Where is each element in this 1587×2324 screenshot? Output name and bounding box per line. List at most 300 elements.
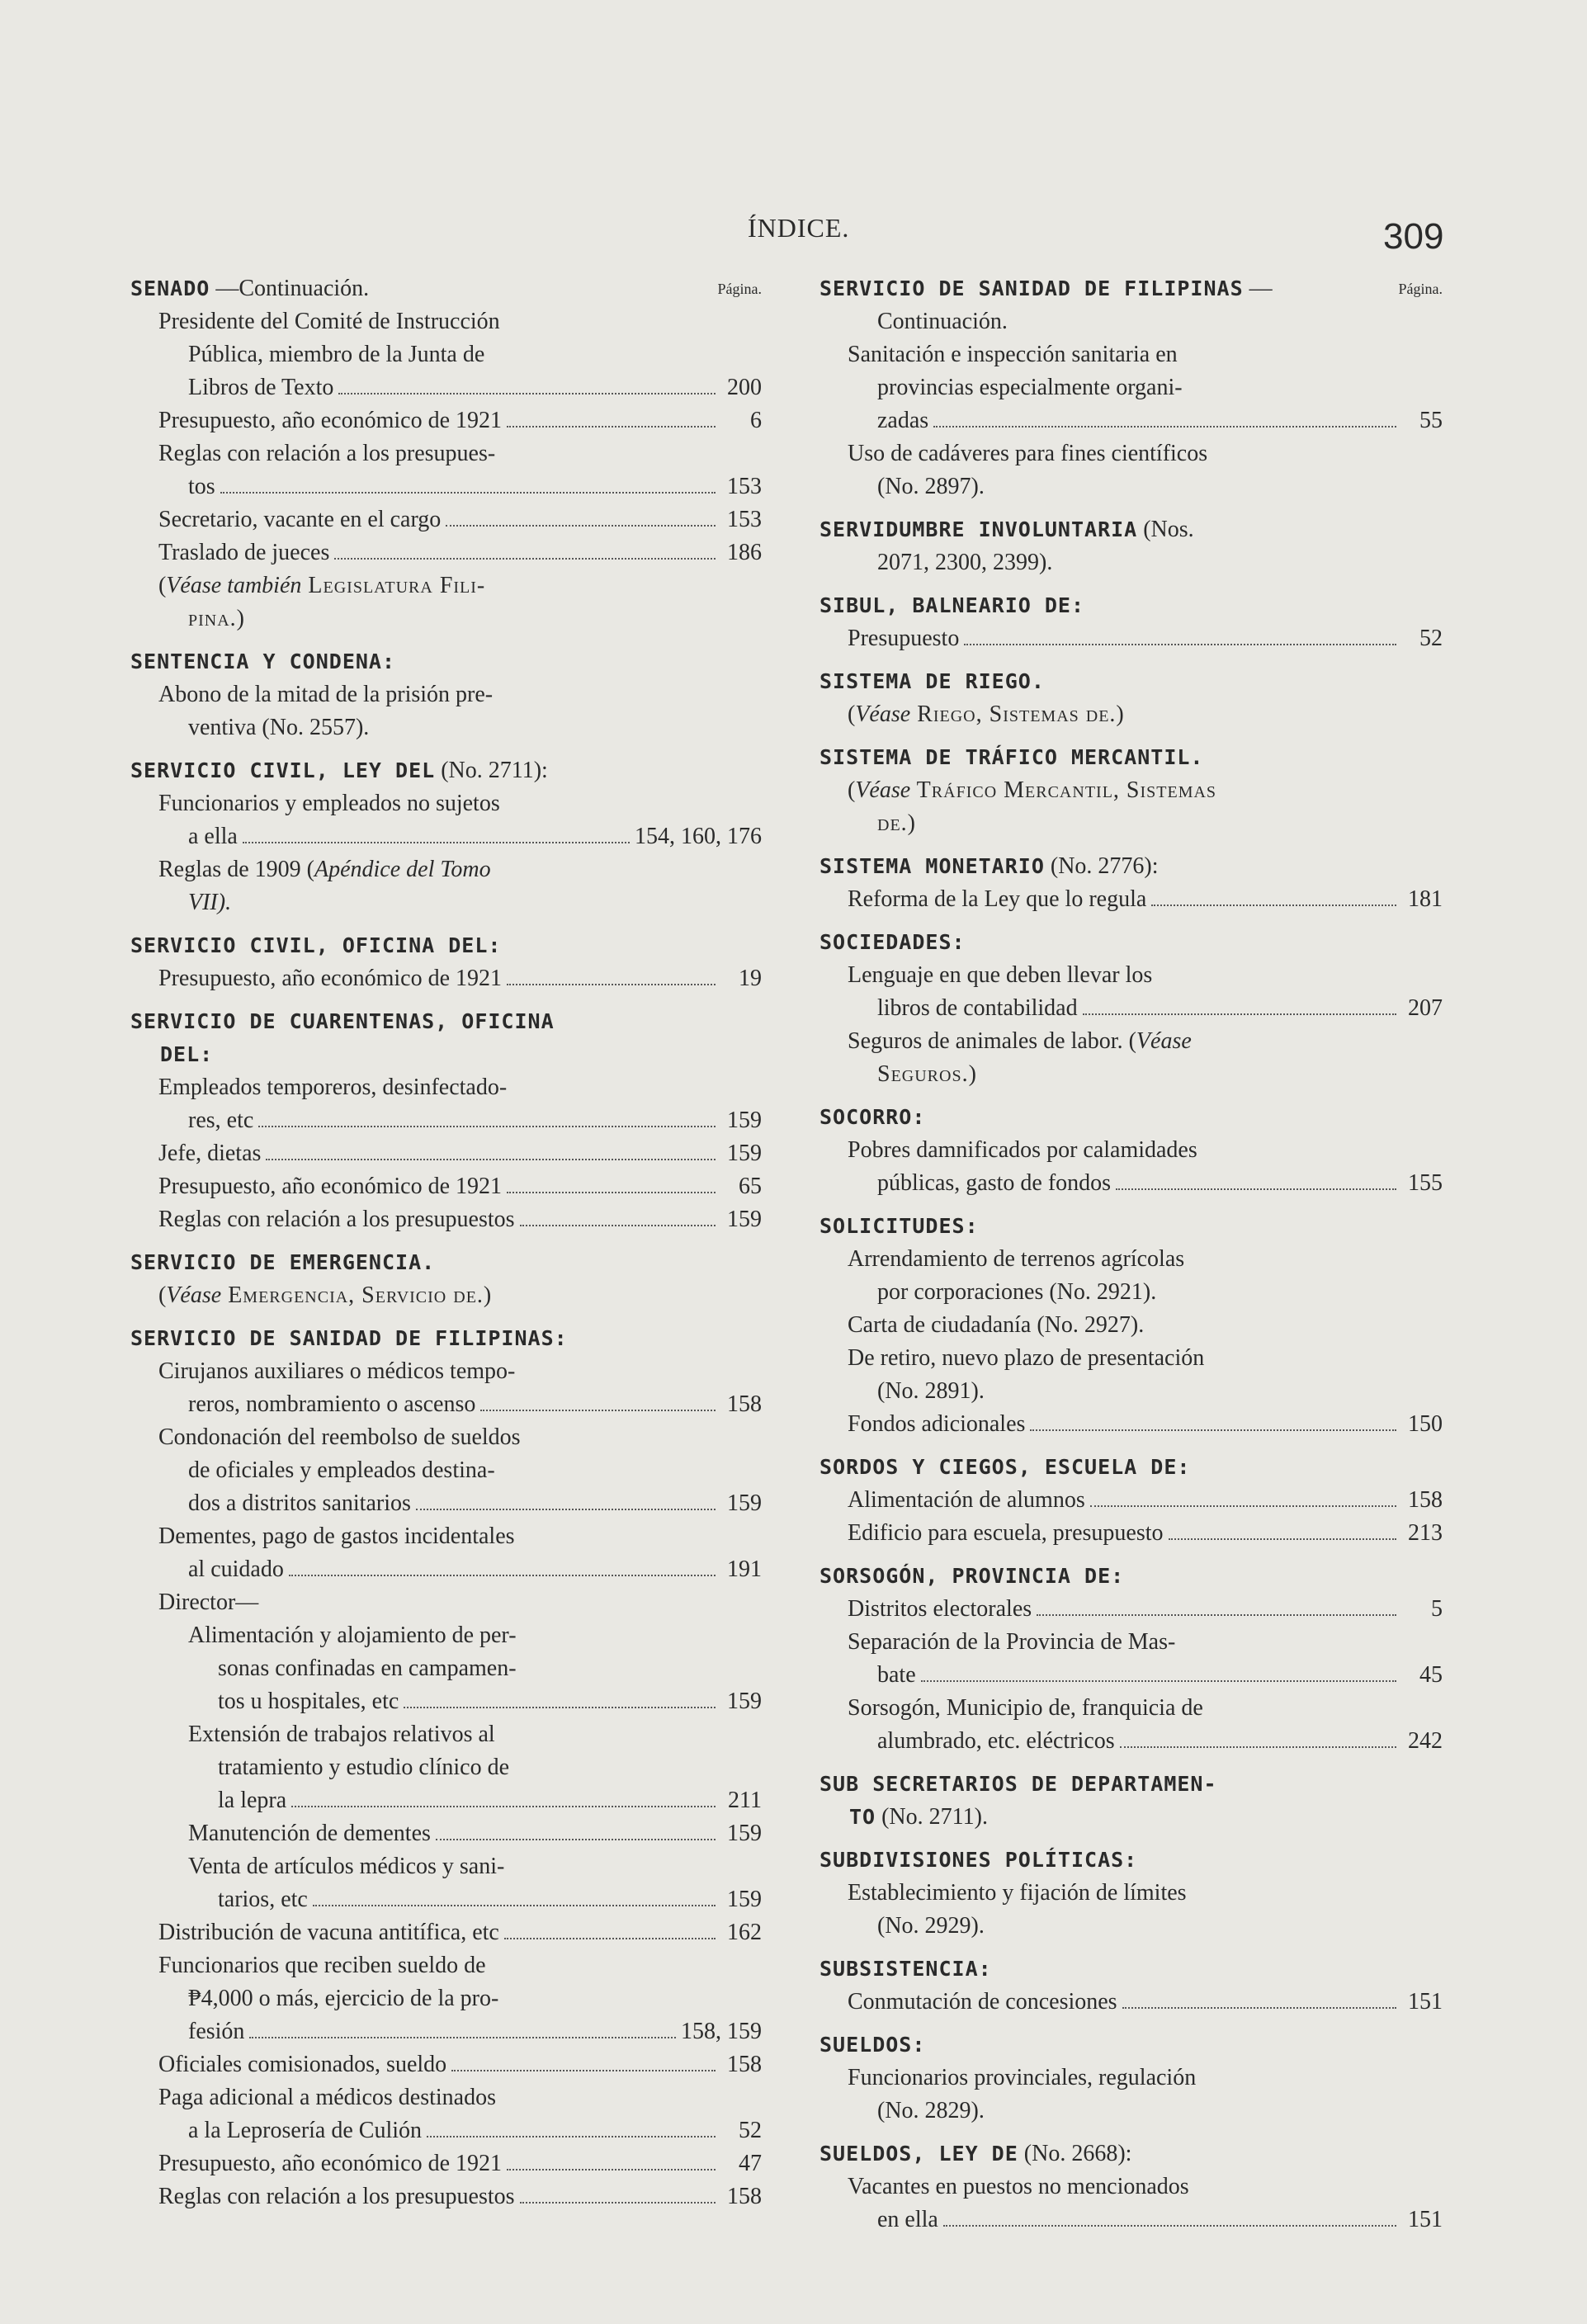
page-reference: 150 <box>1408 1411 1443 1437</box>
entry-text: Distritos electorales <box>848 1596 1032 1622</box>
see-italic: Apéndice del Tomo <box>314 857 491 882</box>
index-entry <box>819 338 1443 437</box>
entry-text: Secretario, vacante en el cargo <box>158 507 442 532</box>
page-number: 309 <box>1383 216 1444 257</box>
index-entry <box>130 1586 762 1619</box>
see-reference-continued <box>130 886 762 919</box>
index-entry <box>130 404 762 437</box>
index-heading <box>819 2137 1443 2170</box>
entry-line: Empleados temporeros, desinfectado- <box>158 1075 508 1100</box>
page-reference: 52 <box>1419 626 1443 651</box>
index-heading <box>819 1560 1443 1593</box>
see-prefix: ( <box>848 777 856 803</box>
heading-text: SERVICIO DE EMERGENCIA. <box>130 1250 436 1274</box>
dot-leader <box>249 2037 676 2038</box>
index-entry <box>130 1520 762 1586</box>
page-reference: 19 <box>739 966 762 991</box>
heading-text: SORSOGÓN, PROVINCIA DE: <box>819 1564 1125 1588</box>
see-reference <box>819 1025 1443 1058</box>
index-entry <box>819 305 1443 338</box>
index-entry <box>130 1203 762 1236</box>
entry-line-with-page <box>819 1484 1443 1517</box>
index-entry <box>130 1071 762 1137</box>
index-entry <box>130 1817 762 1850</box>
entry-line-with-page <box>819 1408 1443 1441</box>
see-prefix: ( <box>848 701 856 727</box>
page-reference: 6 <box>750 408 762 433</box>
see-prefix: ( <box>158 1282 167 1308</box>
entry-line-with-page <box>819 1593 1443 1626</box>
entry-text: Reglas con relación a los presupuestos <box>158 1207 515 1232</box>
entry-text: tos u hospitales, etc <box>218 1689 399 1714</box>
dot-leader <box>220 492 716 494</box>
entry-line-with-page <box>130 2114 762 2147</box>
entry-line: ₱4,000 o más, ejercicio de la pro- <box>188 1986 499 2011</box>
entry-line: Funcionarios y empleados no sujetos <box>158 791 500 816</box>
heading-text: SISTEMA MONETARIO <box>819 854 1045 878</box>
heading-text: SERVICIO DE CUARENTENAS, OFICINA <box>130 1009 555 1033</box>
page-reference: 52 <box>739 2118 762 2143</box>
see-reference-continued <box>819 1058 1443 1091</box>
page-reference: 65 <box>739 1174 762 1199</box>
dot-leader <box>266 1159 716 1160</box>
page-reference: 151 <box>1408 1989 1443 2015</box>
entry-line: Director— <box>158 1589 259 1615</box>
index-entry <box>130 1916 762 1949</box>
entry-text: Edificio para escuela, presupuesto <box>848 1520 1164 1546</box>
entry-text: Distribución de vacuna antitífica, etc <box>158 1920 499 1945</box>
entry-line-with-page <box>819 1167 1443 1200</box>
entry-line: Alimentación y alojamiento de per- <box>188 1623 517 1648</box>
dot-leader <box>520 1225 716 1226</box>
heading-continuation: 2071, 2300, 2399). <box>877 550 1053 575</box>
index-heading <box>819 272 1443 305</box>
dot-leader <box>507 2169 716 2170</box>
entry-line: Establecimiento y fijación de límites <box>848 1880 1187 1906</box>
entry-text: Presupuesto, año económico de 1921 <box>158 408 503 433</box>
page-column-label: Página. <box>1398 281 1443 297</box>
page-reference: 200 <box>727 375 762 400</box>
entry-line-with-page <box>130 1916 762 1949</box>
dot-leader <box>964 644 1396 645</box>
index-entry <box>130 305 762 404</box>
dot-leader <box>480 1410 716 1411</box>
page-reference: 159 <box>727 1141 762 1166</box>
heading-suffix: —Continuación. <box>210 276 370 301</box>
entry-line: Funcionarios provinciales, regulación <box>848 2065 1197 2090</box>
entry-text: Oficiales comisionados, sueldo <box>158 2052 447 2077</box>
entry-line-with-page <box>130 1137 762 1170</box>
dot-leader <box>1030 1429 1396 1431</box>
entry-line-with-page <box>819 622 1443 655</box>
index-heading <box>819 1101 1443 1134</box>
index-entry <box>130 1137 762 1170</box>
entry-text: bate <box>877 1662 916 1688</box>
see-reference <box>130 569 762 602</box>
page-reference: 159 <box>727 1689 762 1714</box>
index-entry <box>819 622 1443 655</box>
entry-text: Conmutación de concesiones <box>848 1989 1117 2015</box>
see-prefix: Reglas de 1909 ( <box>158 857 314 882</box>
index-entry <box>819 1243 1443 1309</box>
entry-line: Pobres damnificados por calamidades <box>848 1137 1197 1163</box>
dot-leader <box>1090 1505 1396 1507</box>
see-reference <box>819 698 1443 731</box>
page-reference: 158 <box>1408 1487 1443 1513</box>
entry-line-with-page <box>130 820 762 853</box>
dot-leader <box>446 525 716 527</box>
entry-line-with-page <box>130 1203 762 1236</box>
page-reference: 159 <box>727 1821 762 1846</box>
dot-leader <box>313 1905 716 1906</box>
see-target: Legislatura Fili- <box>301 573 486 598</box>
see-reference <box>130 853 762 886</box>
entry-text: tarios, etc <box>218 1887 308 1912</box>
entry-line: de oficiales y empleados destina- <box>188 1457 495 1483</box>
entry-text: Alimentación de alumnos <box>848 1487 1085 1513</box>
index-entry <box>819 1626 1443 1692</box>
entry-line: Presidente del Comité de Instrucción <box>158 309 500 334</box>
index-entry <box>819 1342 1443 1408</box>
entry-line: Venta de artículos médicos y sani- <box>188 1854 505 1879</box>
index-heading <box>819 1451 1443 1484</box>
entry-line-with-page <box>130 962 762 995</box>
see-target: Riego, Sistemas de.) <box>910 701 1125 727</box>
index-entry <box>130 536 762 569</box>
page-reference: 186 <box>727 540 762 565</box>
index-heading <box>819 589 1443 622</box>
entry-line: (No. 2929). <box>877 1913 985 1939</box>
page-reference: 5 <box>1431 1596 1443 1622</box>
heading-text: SISTEMA DE RIEGO. <box>819 669 1045 693</box>
entry-line: tratamiento y estudio clínico de <box>218 1755 510 1780</box>
entry-line: De retiro, nuevo plazo de presentación <box>848 1345 1205 1371</box>
index-entry <box>130 2048 762 2081</box>
dot-leader <box>933 426 1396 427</box>
entry-line-with-page <box>130 2147 762 2180</box>
entry-line-with-page <box>130 1685 762 1718</box>
heading-suffix: (No. 2776): <box>1044 853 1159 879</box>
see-target: Tráfico Mercantil, Sistemas <box>910 777 1217 803</box>
index-entry <box>130 1170 762 1203</box>
see-italic: Véase <box>855 777 911 803</box>
entry-text: res, etc <box>188 1108 254 1133</box>
dot-leader <box>520 2202 716 2204</box>
index-heading <box>819 513 1443 546</box>
entry-line: Extensión de trabajos relativos al <box>188 1722 495 1747</box>
page-reference: 45 <box>1419 1662 1443 1688</box>
page-column-label: Página. <box>717 281 762 297</box>
dot-leader <box>1122 2007 1396 2009</box>
see-reference-continued <box>819 807 1443 840</box>
heading-suffix: (No. 2711): <box>435 758 548 783</box>
entry-line-with-page <box>130 1883 762 1916</box>
entry-line: Dementes, pago de gastos incidentales <box>158 1523 515 1549</box>
entry-text: tos <box>188 474 215 499</box>
entry-line: ventiva (No. 2557). <box>188 715 370 740</box>
dot-leader <box>504 1938 716 1939</box>
entry-line-with-page <box>130 1388 762 1421</box>
entry-text: zadas <box>877 408 929 433</box>
entry-line-with-page <box>819 404 1443 437</box>
index-column-right <box>819 272 1443 2237</box>
dot-leader <box>404 1707 716 1708</box>
heading-text: TO <box>849 1805 876 1829</box>
entry-line-with-page <box>819 992 1443 1025</box>
heading-text: SERVICIO DE SANIDAD DE FILIPINAS: <box>130 1326 568 1350</box>
page-reference: 181 <box>1408 886 1443 912</box>
index-entry <box>130 1619 762 1718</box>
dot-leader <box>436 1839 716 1840</box>
heading-text: SUELDOS: <box>819 2033 926 2057</box>
dot-leader <box>943 2225 1396 2227</box>
entry-text: a ella <box>188 824 238 849</box>
entry-text: Manutención de dementes <box>188 1821 431 1846</box>
index-entry <box>130 962 762 995</box>
entry-text: fesión <box>188 2019 245 2044</box>
entry-line: Uso de cadáveres para fines científicos <box>848 441 1208 466</box>
dot-leader <box>451 2070 716 2071</box>
index-entry <box>130 2180 762 2213</box>
see-italic: Véase también <box>166 573 302 598</box>
page-reference: 159 <box>727 1490 762 1516</box>
page-reference: 159 <box>727 1207 762 1232</box>
entry-line-with-page <box>130 1784 762 1817</box>
entry-text: dos a distritos sanitarios <box>188 1490 411 1516</box>
index-entry <box>130 2147 762 2180</box>
heading-suffix: (Nos. <box>1137 517 1194 542</box>
index-entry <box>819 2170 1443 2237</box>
entry-line: Carta de ciudadanía (No. 2927). <box>848 1312 1145 1338</box>
page-reference: 158 <box>727 2184 762 2209</box>
see-target: de.) <box>877 810 916 836</box>
index-heading <box>819 926 1443 959</box>
entry-line: Sorsogón, Municipio de, franquicia de <box>848 1695 1203 1721</box>
dot-leader <box>258 1126 716 1127</box>
running-header-title: ÍNDICE. <box>748 213 850 243</box>
entry-line-with-page <box>130 536 762 569</box>
entry-line-with-page <box>130 1104 762 1137</box>
index-heading <box>130 645 762 678</box>
index-entry <box>130 2081 762 2147</box>
heading-text: SUBDIVISIONES POLÍTICAS: <box>819 1848 1138 1872</box>
index-heading-continued <box>819 1801 1443 1834</box>
see-reference-continued <box>130 602 762 635</box>
entry-line: (No. 2897). <box>877 474 985 499</box>
index-heading <box>819 1210 1443 1243</box>
dot-leader <box>291 1806 716 1807</box>
index-heading <box>819 2029 1443 2062</box>
entry-line: Reglas con relación a los presupues- <box>158 441 496 466</box>
entry-line-with-page <box>130 1553 762 1586</box>
entry-line: Paga adicional a médicos destinados <box>158 2085 496 2110</box>
page-reference: 55 <box>1419 408 1443 433</box>
entry-text: alumbrado, etc. eléctricos <box>877 1728 1115 1754</box>
entry-line: Cirujanos auxiliares o médicos tempo- <box>158 1358 516 1384</box>
index-heading <box>819 741 1443 774</box>
index-entry <box>819 1134 1443 1200</box>
dot-leader <box>1083 1013 1396 1015</box>
entry-line-with-page <box>130 404 762 437</box>
heading-text: SOCORRO: <box>819 1105 926 1129</box>
index-heading <box>130 754 762 787</box>
page-reference: 153 <box>727 507 762 532</box>
heading-text: SOCIEDADES: <box>819 930 966 954</box>
dot-leader <box>1116 1188 1396 1190</box>
see-prefix: Seguros de animales de labor. ( <box>848 1028 1136 1054</box>
page-reference: 154, 160, 176 <box>635 824 762 849</box>
see-target: Seguros.) <box>877 1061 977 1087</box>
entry-line-with-page <box>819 1517 1443 1550</box>
index-heading <box>130 1322 762 1355</box>
entry-line: Vacantes en puestos no mencionados <box>848 2174 1189 2199</box>
entry-text: públicas, gasto de fondos <box>877 1170 1112 1196</box>
entry-line: Funcionarios que reciben sueldo de <box>158 1953 486 1978</box>
entry-line-with-page <box>130 2015 762 2048</box>
entry-line-with-page <box>130 1170 762 1203</box>
entry-line: por corporaciones (No. 2921). <box>877 1279 1157 1305</box>
index-heading <box>130 929 762 962</box>
entry-line-with-page <box>819 883 1443 916</box>
entry-text: Libros de Texto <box>188 375 334 400</box>
entry-line-with-page <box>819 1725 1443 1758</box>
see-target: Emergencia, Servicio de.) <box>221 1282 493 1308</box>
entry-line: Continuación. <box>877 309 1008 334</box>
heading-suffix: (No. 2668): <box>1018 2141 1132 2166</box>
heading-text: SUB SECRETARIOS DE DEPARTAMEN- <box>819 1772 1217 1796</box>
index-heading <box>819 1844 1443 1877</box>
heading-text: SENTENCIA Y CONDENA: <box>130 649 396 673</box>
dot-leader <box>1151 905 1396 906</box>
index-entry <box>819 959 1443 1025</box>
index-heading <box>819 665 1443 698</box>
index-heading <box>819 1953 1443 1986</box>
page-reference: 155 <box>1408 1170 1443 1196</box>
page-reference: 158 <box>727 2052 762 2077</box>
index-entry <box>819 2062 1443 2128</box>
index-entry <box>819 1484 1443 1517</box>
entry-text: Reforma de la Ley que lo regula <box>848 886 1147 912</box>
entry-line: Arrendamiento de terrenos agrícolas <box>848 1246 1185 1272</box>
index-heading <box>819 1768 1443 1801</box>
page-reference: 242 <box>1408 1728 1443 1754</box>
page-reference: 162 <box>727 1920 762 1945</box>
dot-leader <box>243 842 630 843</box>
entry-text: Presupuesto, año económico de 1921 <box>158 2151 503 2176</box>
entry-line-with-page <box>130 1487 762 1520</box>
heading-text: SERVICIO DE SANIDAD DE FILIPINAS <box>819 276 1244 300</box>
index-entry <box>819 1877 1443 1943</box>
dot-leader <box>1169 1538 1396 1540</box>
entry-text: a la Leprosería de Culión <box>188 2118 423 2143</box>
entry-text: Presupuesto, año económico de 1921 <box>158 1174 503 1199</box>
entry-line: (No. 2891). <box>877 1378 985 1404</box>
index-heading <box>819 850 1443 883</box>
index-entry <box>819 1408 1443 1441</box>
heading-text: SERVICIO CIVIL, OFICINA DEL: <box>130 933 502 957</box>
entry-text: Presupuesto <box>848 626 960 651</box>
page-reference: 151 <box>1408 2207 1443 2232</box>
index-heading-continued <box>130 1038 762 1071</box>
entry-text: Reglas con relación a los presupuestos <box>158 2184 515 2209</box>
page-reference: 211 <box>728 1788 762 1813</box>
see-italic: VII). <box>188 890 232 915</box>
entry-line: sonas confinadas en campamen- <box>218 1656 517 1681</box>
heading-text: SERVICIO CIVIL, LEY DEL <box>130 758 436 782</box>
entry-line-with-page <box>130 470 762 503</box>
entry-text: reros, nombramiento o ascenso <box>188 1391 476 1417</box>
index-entry <box>130 678 762 744</box>
dot-leader <box>289 1575 716 1576</box>
dot-leader <box>334 558 716 560</box>
page-reference: 47 <box>739 2151 762 2176</box>
index-heading <box>130 1246 762 1279</box>
entry-text: Fondos adicionales <box>848 1411 1026 1437</box>
see-prefix: ( <box>158 573 167 598</box>
heading-text: SIBUL, BALNEARIO DE: <box>819 593 1085 617</box>
entry-text: Traslado de jueces <box>158 540 330 565</box>
index-entry <box>130 1850 762 1916</box>
entry-line-with-page <box>819 1659 1443 1692</box>
index-entry <box>819 1593 1443 1626</box>
index-column-left <box>130 272 762 2213</box>
page-reference: 159 <box>727 1887 762 1912</box>
heading-text: SOLICITUDES: <box>819 1214 979 1238</box>
entry-line-with-page <box>130 503 762 536</box>
entry-line-with-page <box>819 2204 1443 2237</box>
index-entry <box>819 1986 1443 2019</box>
dot-leader <box>507 1192 716 1193</box>
dot-leader <box>338 393 716 394</box>
see-reference <box>819 774 1443 807</box>
heading-text: SUBSISTENCIA: <box>819 1957 992 1981</box>
index-entry <box>130 1421 762 1520</box>
entry-line: (No. 2829). <box>877 2098 985 2123</box>
entry-text: libros de contabilidad <box>877 995 1078 1021</box>
see-italic: Véase <box>1136 1028 1192 1054</box>
dot-leader <box>507 426 716 427</box>
page-reference: 158 <box>727 1391 762 1417</box>
entry-line: Condonación del reembolso de sueldos <box>158 1424 521 1450</box>
index-entry <box>819 437 1443 503</box>
index-heading <box>130 1005 762 1038</box>
page-reference: 207 <box>1408 995 1443 1021</box>
heading-text: SORDOS Y CIEGOS, ESCUELA DE: <box>819 1455 1191 1479</box>
entry-line-with-page <box>819 1986 1443 2019</box>
page-reference: 191 <box>727 1556 762 1582</box>
see-target: pina.) <box>188 606 245 631</box>
entry-text: Presupuesto, año económico de 1921 <box>158 966 503 991</box>
index-heading <box>130 272 762 305</box>
index-entry <box>819 1309 1443 1342</box>
dot-leader <box>1037 1614 1396 1616</box>
entry-line-with-page <box>130 371 762 404</box>
index-entry <box>130 1718 762 1817</box>
dot-leader <box>416 1509 716 1510</box>
see-italic: Véase <box>855 701 911 727</box>
heading-text: SISTEMA DE TRÁFICO MERCANTIL. <box>819 745 1204 769</box>
heading-text: SUELDOS, LEY DE <box>819 2142 1018 2166</box>
entry-line-with-page <box>130 2180 762 2213</box>
entry-text: Jefe, dietas <box>158 1141 262 1166</box>
index-entry <box>130 503 762 536</box>
entry-line: Abono de la mitad de la prisión pre- <box>158 682 494 707</box>
page-reference: 153 <box>727 474 762 499</box>
page-reference: 213 <box>1408 1520 1443 1546</box>
index-entry <box>130 1355 762 1421</box>
dot-leader <box>427 2136 716 2137</box>
dot-leader <box>1120 1746 1396 1748</box>
